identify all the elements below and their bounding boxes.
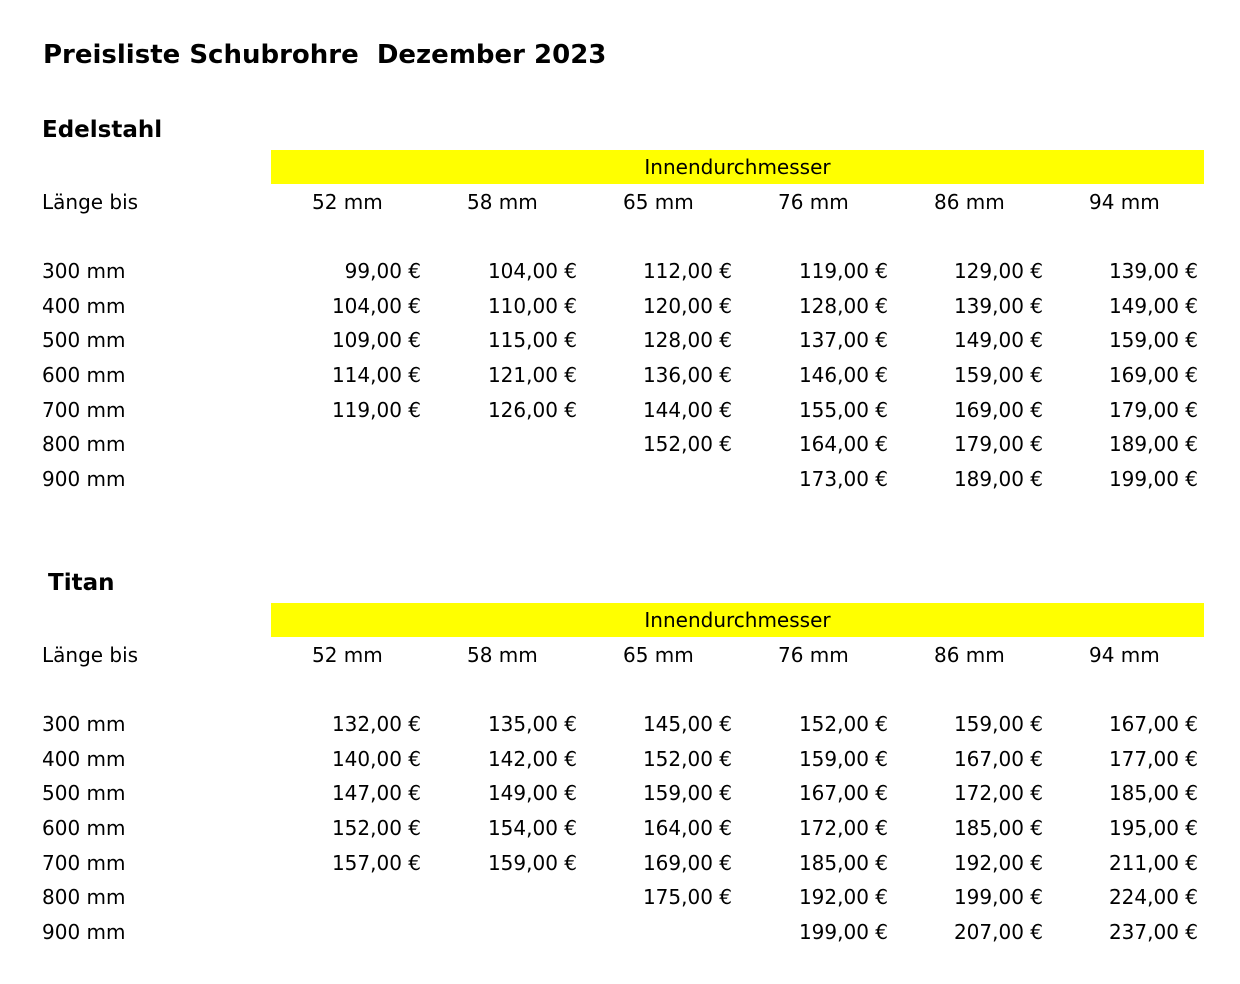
table-row [0,776,1240,810]
table-row [0,707,1240,741]
table-row [0,880,1240,914]
price-cell: 136,00 € [642,363,732,387]
price-cell: 139,00 € [953,294,1043,318]
table-row [0,393,1240,427]
price-cell: 110,00 € [487,294,577,318]
price-cell: 192,00 € [798,885,888,909]
price-cell: 169,00 € [642,851,732,875]
table-row [0,254,1240,288]
row-length: 800 mm [42,885,126,909]
price-cell: 155,00 € [798,398,888,422]
price-cell: 172,00 € [798,816,888,840]
price-cell: 173,00 € [798,467,888,491]
price-cell: 167,00 € [953,747,1043,771]
column-header: 76 mm [778,643,849,667]
price-cell: 199,00 € [953,885,1043,909]
price-cell: 159,00 € [642,781,732,805]
row-length: 300 mm [42,712,126,736]
price-cell: 129,00 € [953,259,1043,283]
price-cell: 159,00 € [798,747,888,771]
price-cell: 128,00 € [642,328,732,352]
price-cell: 115,00 € [487,328,577,352]
price-cell: 114,00 € [331,363,421,387]
price-cell: 149,00 € [953,328,1043,352]
price-cell: 142,00 € [487,747,577,771]
row-length: 900 mm [42,920,126,944]
price-cell: 175,00 € [642,885,732,909]
row-length: 500 mm [42,328,126,352]
column-header: 65 mm [623,190,694,214]
price-cell: 135,00 € [487,712,577,736]
price-cell: 126,00 € [487,398,577,422]
price-cell: 149,00 € [487,781,577,805]
table-row [0,915,1240,949]
price-cell: 237,00 € [1108,920,1198,944]
price-cell: 167,00 € [1108,712,1198,736]
price-cell: 119,00 € [798,259,888,283]
price-cell: 199,00 € [798,920,888,944]
column-header: 58 mm [467,190,538,214]
column-header: 52 mm [312,643,383,667]
price-cell: 189,00 € [953,467,1043,491]
price-cell: 157,00 € [331,851,421,875]
price-cell: 139,00 € [1108,259,1198,283]
price-cell: 154,00 € [487,816,577,840]
price-cell: 167,00 € [798,781,888,805]
price-cell: 104,00 € [487,259,577,283]
price-cell: 120,00 € [642,294,732,318]
row-length: 500 mm [42,781,126,805]
price-cell: 159,00 € [487,851,577,875]
row-length: 400 mm [42,747,126,771]
table-row [0,811,1240,845]
column-header: 65 mm [623,643,694,667]
price-cell: 164,00 € [798,432,888,456]
price-cell: 195,00 € [1108,816,1198,840]
column-header: 86 mm [934,643,1005,667]
group-header-band: Innendurchmesser [271,603,1204,637]
price-cell: 152,00 € [642,747,732,771]
column-header-row [0,185,1240,219]
row-header-label: Länge bis [42,643,139,667]
column-header-row [0,638,1240,672]
row-length: 600 mm [42,816,126,840]
price-cell: 132,00 € [331,712,421,736]
price-cell: 172,00 € [953,781,1043,805]
price-cell: 121,00 € [487,363,577,387]
price-cell: 145,00 € [642,712,732,736]
price-cell: 177,00 € [1108,747,1198,771]
table-row [0,289,1240,323]
row-length: 700 mm [42,398,126,422]
row-length: 900 mm [42,467,126,491]
row-header-label: Länge bis [42,190,139,214]
section-heading: Edelstahl [42,117,163,143]
price-cell: 140,00 € [331,747,421,771]
price-cell: 119,00 € [331,398,421,422]
price-cell: 146,00 € [798,363,888,387]
group-header-band: Innendurchmesser [271,150,1204,184]
page-title: Preisliste Schubrohre Dezember 2023 [43,40,607,70]
price-cell: 109,00 € [331,328,421,352]
price-cell: 169,00 € [1108,363,1198,387]
table-row [0,323,1240,357]
section-heading: Titan [48,570,115,596]
price-cell: 185,00 € [953,816,1043,840]
price-cell: 159,00 € [1108,328,1198,352]
row-length: 600 mm [42,363,126,387]
price-cell: 211,00 € [1108,851,1198,875]
table-row [0,462,1240,496]
price-cell: 185,00 € [798,851,888,875]
price-cell: 147,00 € [331,781,421,805]
price-cell: 128,00 € [798,294,888,318]
column-header: 86 mm [934,190,1005,214]
price-cell: 179,00 € [953,432,1043,456]
row-length: 700 mm [42,851,126,875]
price-cell: 112,00 € [642,259,732,283]
row-length: 400 mm [42,294,126,318]
price-cell: 137,00 € [798,328,888,352]
row-length: 300 mm [42,259,126,283]
price-cell: 152,00 € [331,816,421,840]
column-header: 94 mm [1089,190,1160,214]
column-header: 58 mm [467,643,538,667]
table-row [0,358,1240,392]
price-cell: 224,00 € [1108,885,1198,909]
price-cell: 104,00 € [331,294,421,318]
column-header: 52 mm [312,190,383,214]
price-cell: 159,00 € [953,712,1043,736]
price-cell: 169,00 € [953,398,1043,422]
price-cell: 144,00 € [642,398,732,422]
price-cell: 159,00 € [953,363,1043,387]
price-cell: 185,00 € [1108,781,1198,805]
column-header: 76 mm [778,190,849,214]
row-length: 800 mm [42,432,126,456]
table-row [0,846,1240,880]
price-cell: 199,00 € [1108,467,1198,491]
price-cell: 99,00 € [344,259,421,283]
price-cell: 149,00 € [1108,294,1198,318]
price-cell: 152,00 € [642,432,732,456]
table-row [0,742,1240,776]
column-header: 94 mm [1089,643,1160,667]
price-cell: 207,00 € [953,920,1043,944]
price-cell: 152,00 € [798,712,888,736]
table-row [0,427,1240,461]
price-cell: 192,00 € [953,851,1043,875]
price-cell: 164,00 € [642,816,732,840]
price-cell: 179,00 € [1108,398,1198,422]
price-cell: 189,00 € [1108,432,1198,456]
